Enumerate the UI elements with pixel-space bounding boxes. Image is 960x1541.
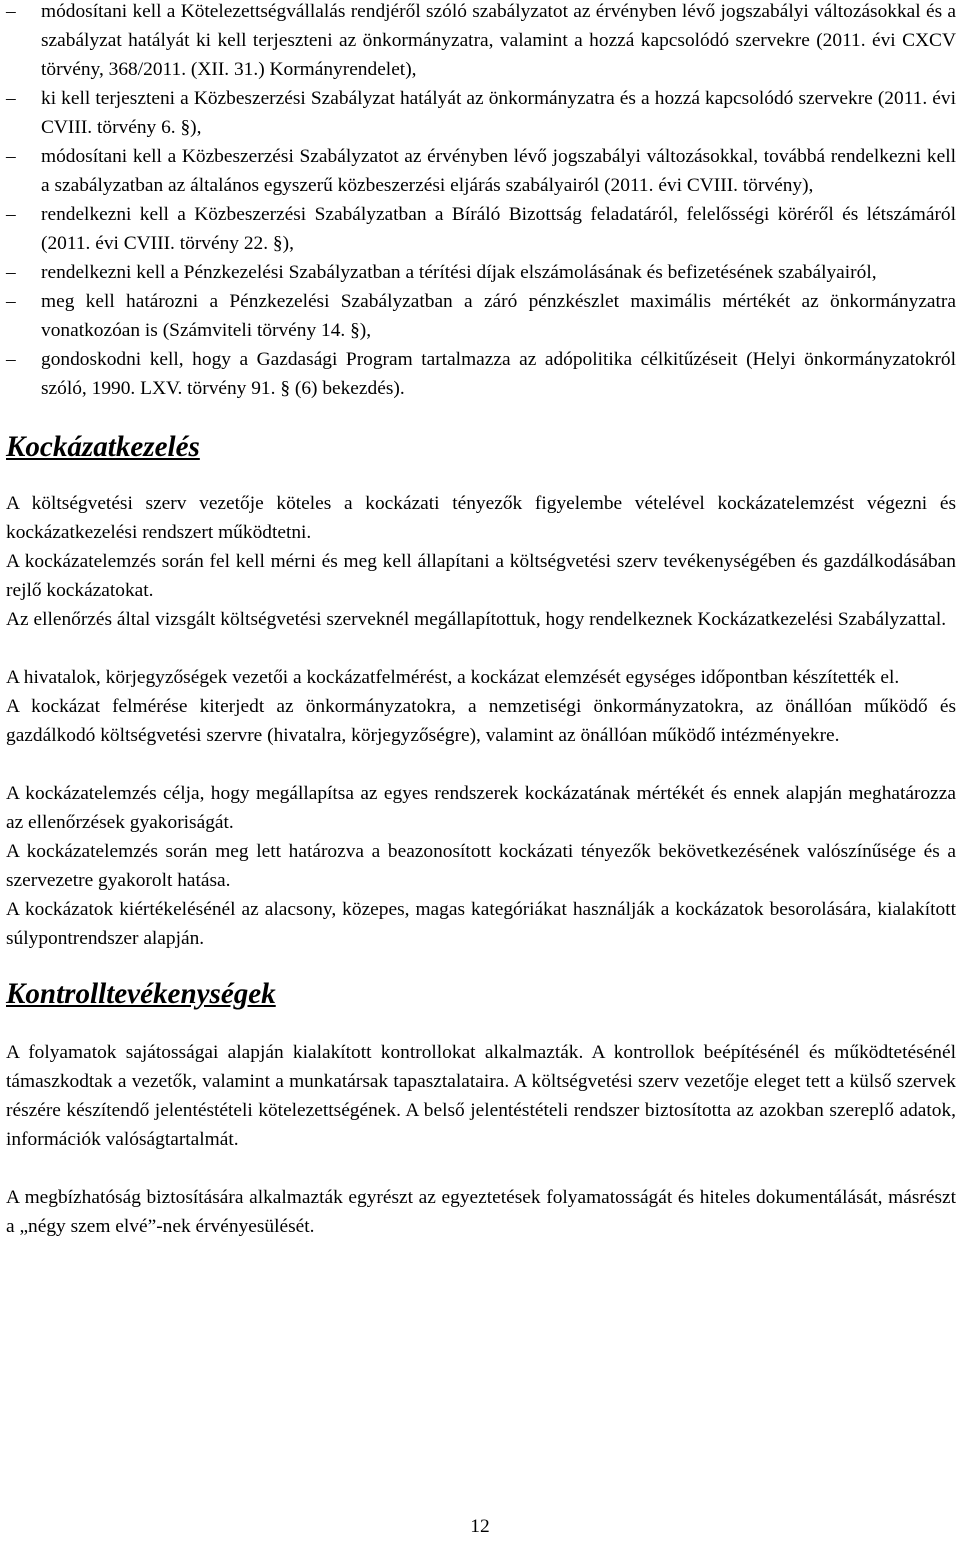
- dash-icon: –: [6, 204, 16, 225]
- dash-icon: –: [6, 146, 16, 167]
- list-item: [6, 0, 956, 84]
- paragraph: A kockázatelemzés során meg lett határozva a beazonosított kockázati tényezők bekövetkezésének valószínűsége és a szervezetre gyakorolt hatása.: [6, 841, 956, 891]
- list-item-text: rendelkezni kell a Közbeszerzési Szabályzatban a Bíráló Bizottság feladatáról, felelősségi köréről és létszámáról (2011. évi CVIII. törvény 22. §),: [41, 204, 956, 254]
- paragraph: A kockázatelemzés célja, hogy megállapítsa az egyes rendszerek kockázatának mértékét és ennek alapján meghatározza az ellenőrzések gyakoriságát.: [6, 783, 956, 833]
- paragraph: A hivatalok, körjegyzőségek vezetői a kockázatfelmérést, a kockázat elemzését egységes időpontban készítették el.: [6, 667, 900, 688]
- page-number: 12: [470, 1516, 490, 1537]
- list-item: [6, 200, 956, 258]
- list-item-text: meg kell határozni a Pénzkezelési Szabályzatban a záró pénzkészlet maximális mértékét az önkormányzatra vonatkozóan is (Számviteli törvény 14. §),: [41, 291, 956, 341]
- paragraph: A kockázatok kiértékelésénél az alacsony, közepes, magas kategóriákat használják a kockázatok besorolására, kialakított súlypontrendszer alapján.: [6, 899, 956, 949]
- list-item: [6, 345, 956, 403]
- section-heading-kockazatkezeles: Kockázatkezelés: [6, 431, 200, 463]
- list-item-text: gondoskodni kell, hogy a Gazdasági Program tartalmazza az adópolitika célkitűzéseit (Helyi önkormányzatokról szóló, 1990. LXV. törvény 91. § (6) bekezdés).: [41, 349, 956, 399]
- dash-icon: –: [6, 1, 16, 22]
- paragraph: A folyamatok sajátosságai alapján kialakított kontrollokat alkalmazták. A kontrollok beépítésénél és működtetésénél támaszkodtak a vezetők, valamint a munkatársak tapasztalataira. A költségvetési szerv vezetője eleget tett a külső szervek részére készítendő jelentéstételi kötelezettségének. A belső jelentéstételi rendszer biztosította az azokban szereplő adatok, információk valóságtartalmát.: [6, 1042, 956, 1150]
- paragraph: A kockázat felmérése kiterjedt az önkormányzatokra, a nemzetiségi önkormányzatokra, az önállóan működő és gazdálkodó költségvetési szervre (hivatalra, körjegyzőségre), valamint az önállóan működő intézményekre.: [6, 696, 956, 746]
- dash-icon: –: [6, 88, 16, 109]
- section-heading-kontrolltevekenysegek: Kontrolltevékenységek: [6, 978, 276, 1010]
- list-item-text: módosítani kell a Kötelezettségvállalás rendjéről szóló szabályzatot az érvényben lévő jogszabályi változásokkal és a szabályzat hatályát ki kell terjeszteni az önkormányzatra, valamint a hozzá kapcsolódó szervekre (2011. évi CXCV törvény, 368/2011. (XII. 31.) Kormányrendelet),: [41, 1, 956, 80]
- paragraph: A megbízhatóság biztosítására alkalmazták egyrészt az egyeztetések folyamatosságát és hiteles dokumentálását, másrészt a „négy szem elvé”-nek érvényesülését.: [6, 1187, 956, 1237]
- dash-icon: –: [6, 262, 16, 283]
- dash-icon: –: [6, 349, 16, 370]
- list-item: [6, 142, 956, 200]
- requirements-list: [6, 0, 956, 403]
- list-item-text: módosítani kell a Közbeszerzési Szabályzatot az érvényben lévő jogszabályi változásokkal, továbbá rendelkezni kell a szabályzatban az általános egyszerű közbeszerzési eljárás szabályairól (2011. évi CVIII. törvény),: [41, 146, 956, 196]
- list-item: [6, 258, 956, 287]
- paragraph: Az ellenőrzés által vizsgált költségvetési szerveknél megállapítottuk, hogy rendelkeznek Kockázatkezelési Szabályzattal.: [6, 609, 947, 630]
- paragraph: A kockázatelemzés során fel kell mérni és meg kell állapítani a költségvetési szerv tevékenységében és gazdálkodásában rejlő kockázatokat.: [6, 551, 956, 601]
- dash-icon: –: [6, 291, 16, 312]
- list-item-text: ki kell terjeszteni a Közbeszerzési Szabályzat hatályát az önkormányzatra és a hozzá kapcsolódó szervekre (2011. évi CVIII. törvény 6. §),: [41, 88, 956, 138]
- paragraph: A költségvetési szerv vezetője köteles a kockázati tényezők figyelembe vételével kockázatelemzést végezni és kockázatkezelési rendszert működtetni.: [6, 493, 956, 543]
- list-item-text: rendelkezni kell a Pénzkezelési Szabályzatban a térítési díjak elszámolásának és befizetésének szabályairól,: [41, 262, 877, 283]
- list-item: [6, 84, 956, 142]
- document-page: [6, 0, 956, 1241]
- list-item: [6, 287, 956, 345]
